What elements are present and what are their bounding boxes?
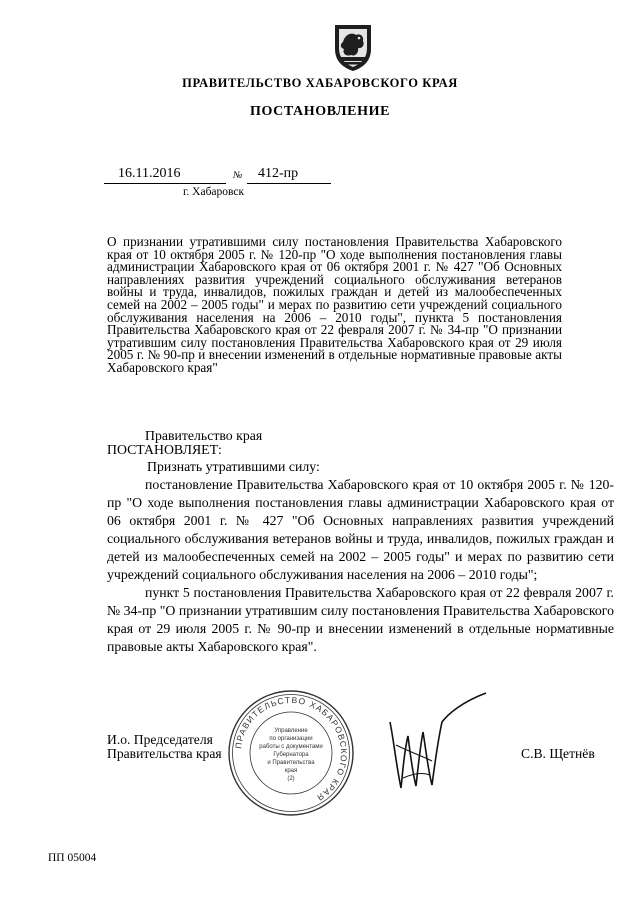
seal-ring-text: ПРАВИТЕЛЬСТВО ХАБАРОВСКОГО КРАЯ xyxy=(233,694,350,804)
seal-center-line: края xyxy=(284,768,298,774)
number-sign: № xyxy=(233,170,243,181)
decree-label: ПОСТАНОВЛЯЕТ: xyxy=(107,442,222,457)
seal-center-line: Губернатора xyxy=(273,752,309,758)
seal-center-line: (2) xyxy=(287,776,295,782)
body-paragraph: постановление Правительства Хабаровского края от 10 октября 2005 г. № 120-пр "О ходе выполнения постановления главы администрации Хабаровского края от 06 октября 2001 г. № 427 "Об Основных направлениях развития учреждений социального обслуживания ветеранов войны и труда, инвалидов, пожилых граждан и детей из малообеспеченных семей на 2002 – 2005 годы" и мерах по развитию сети учреждений социального обслуживания населения на 2006 – 2010 годы"; xyxy=(107,477,614,582)
document-body xyxy=(107,458,614,656)
body-paragraph: Признать утратившими силу: xyxy=(147,459,320,474)
seal-center-line: работы с документами xyxy=(259,744,323,750)
seal-center-line: Управление xyxy=(274,728,308,734)
khabarovsk-coat-of-arms-icon xyxy=(330,22,376,72)
signer-position-line: Правительства края xyxy=(107,746,222,761)
document-code: ПП 05004 xyxy=(48,852,97,864)
document-subject: О признании утратившими силу постановления Правительства Хабаровского края от 10 октября 2005 г. № 120-пр "О ходе выполнения постановления главы администрации Хабаровского края от 06 октября 2001 г. № 427 "Об Основных направлениях развития учреждений социального обслуживания ветеранов войны и труда, инвалидов, пожилых граждан и детей из малообеспеченных семей на 2002 – 2005 годы" и мерах по развитию сети учреждений социального обслуживания населения на 2006 – 2010 годы", пункта 5 постановления Правительства Хабаровского края от 22 февраля 2007 г. № 34-пр "О признании утратившим силу постановления Правительства Хабаровского края от 29 июля 2005 г. № 90-пр и внесении изменений в отдельные нормативные правовые акты Хабаровского края" xyxy=(107,234,562,375)
government-label: Правительство края xyxy=(145,428,263,443)
document-number: 412-пр xyxy=(258,166,299,181)
handwritten-signature xyxy=(370,690,490,795)
date-underline xyxy=(104,183,226,184)
city: г. Хабаровск xyxy=(183,186,245,198)
seal-center-line: и Правительства xyxy=(267,760,315,766)
organization-title: ПРАВИТЕЛЬСТВО ХАБАРОВСКОГО КРАЯ xyxy=(182,76,458,90)
signer-name: С.В. Щетнёв xyxy=(521,746,595,761)
number-underline xyxy=(247,183,331,184)
document-type: ПОСТАНОВЛЕНИЕ xyxy=(249,104,391,119)
document-date: 16.11.2016 xyxy=(118,166,181,181)
body-paragraph: пункт 5 постановления Правительства Хабаровского края от 22 февраля 2007 г. № 34-пр "О признании утратившим силу постановления Правительства Хабаровского края от 29 июля 2005 г. № 90-пр и внесении изменений в отдельные нормативные правовые акты Хабаровского края". xyxy=(107,585,614,654)
signer-position xyxy=(107,733,222,761)
signer-position-line: И.о. Председателя xyxy=(107,732,213,747)
official-seal-icon xyxy=(227,689,355,817)
seal-center-line: по организации xyxy=(269,736,313,742)
